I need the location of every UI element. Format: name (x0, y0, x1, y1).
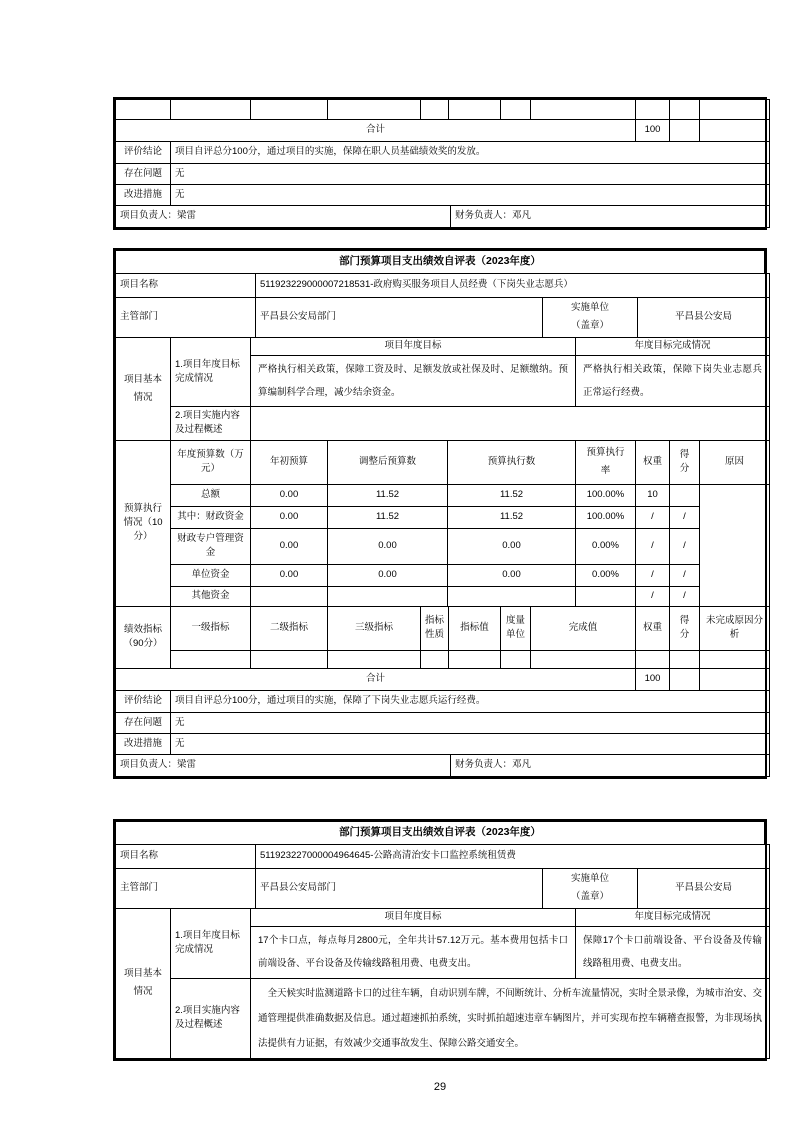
project-name-value: 511923227000004964645-公路高清治安卡口监控系统租赁费 (256, 844, 770, 868)
budget-cell: 11.52 (448, 506, 576, 528)
budget-cell: 11.52 (328, 506, 448, 528)
budget-cell: 100.00% (576, 506, 636, 528)
indicator-section-label: 绩效指标（90分） (116, 606, 171, 668)
annual-goal-header: 项目年度目标 (251, 908, 576, 926)
budget-cell (670, 484, 700, 506)
impl-unit-label: 实施单位（盖章） (543, 868, 638, 908)
indicator-header: 三级指标 (328, 606, 421, 650)
empty-cell (700, 100, 770, 120)
project-name-label: 项目名称 (116, 844, 256, 868)
empty-cell (636, 100, 670, 120)
table2-total-row (115, 668, 770, 691)
empty-cell (670, 650, 700, 668)
improvements-text: 无 (171, 733, 770, 754)
budget-cell: / (670, 528, 700, 564)
dept-label: 主管部门 (116, 297, 256, 337)
indicator-header: 度量单位 (501, 606, 531, 650)
goal-completion-text: 保障17个卡口前端设备、平台设备及传输线路租用费、电费支出。 (576, 926, 770, 978)
problems-label: 存在问题 (116, 164, 171, 185)
table3-self-eval (113, 819, 767, 1061)
project-manager: 项目负责人：梁雷 (116, 206, 451, 228)
total-weight-value: 100 (636, 668, 670, 690)
table1-conclusion-rows (115, 141, 770, 206)
dept-label: 主管部门 (116, 868, 256, 908)
budget-cell: / (636, 506, 670, 528)
annual-goal-header: 项目年度目标 (251, 337, 576, 355)
empty-cell (449, 100, 501, 120)
empty-cell (670, 100, 700, 120)
empty-cell (421, 650, 449, 668)
table-title: 部门预算项目支出绩效自评表（2023年度） (116, 821, 765, 844)
impl-unit-value: 平昌县公安局 (638, 297, 770, 337)
budget-cell: 0.00 (251, 484, 328, 506)
table3-head-rows (115, 844, 770, 909)
project-name-label: 项目名称 (116, 273, 256, 297)
budget-cell: 0.00 (448, 528, 576, 564)
problems-label: 存在问题 (116, 712, 171, 733)
table1-total-row (115, 119, 770, 142)
budget-cell: 0.00 (328, 528, 448, 564)
table2-managers-row (115, 754, 770, 777)
goal-item-label: 1.项目年度目标完成情况 (171, 337, 251, 406)
conclusion-label: 评价结论 (116, 142, 171, 164)
budget-header: 年初预算 (251, 440, 328, 484)
finance-manager: 财务负责人：邓凡 (451, 206, 770, 228)
budget-cell: / (636, 564, 670, 586)
budget-cell: 0.00 (251, 506, 328, 528)
budget-row-label: 总额 (171, 484, 251, 506)
goal-item-label: 1.项目年度目标完成情况 (171, 908, 251, 978)
table-title: 部门预算项目支出绩效自评表（2023年度） (116, 251, 765, 274)
empty-cell (700, 120, 770, 142)
indicator-header: 指标值 (449, 606, 501, 650)
annual-goal-text: 17个卡口点，每点每月2800元，全年共计57.12万元。基本费用包括卡口前端设备、平台设备及传输线路租用费、电费支出。 (251, 926, 576, 978)
empty-cell (328, 100, 421, 120)
impl-item-label: 2.项目实施内容及过程概述 (171, 406, 251, 440)
basic-info-label: 项目基本情况 (116, 337, 171, 440)
table2-head-rows (115, 273, 770, 338)
empty-cell (171, 650, 251, 668)
problems-text: 无 (171, 164, 770, 185)
budget-cell: 11.52 (328, 484, 448, 506)
indicator-header: 未完成原因分析 (700, 606, 770, 650)
goal-completion-text: 严格执行相关政策，保障下岗失业志愿兵正常运行经费。 (576, 355, 770, 406)
budget-header: 调整后预算数 (328, 440, 448, 484)
project-manager: 项目负责人：梁雷 (116, 754, 451, 776)
indicator-header: 得分 (670, 606, 700, 650)
budget-header: 得分 (670, 440, 700, 484)
budget-cell: / (670, 564, 700, 586)
annual-goal-text: 严格执行相关政策，保障工资及时、足额发放或社保及时、足额缴纳。预算编制科学合理，减少结余资金。 (251, 355, 576, 406)
indicator-header: 权重 (636, 606, 670, 650)
table2-basic-info (115, 337, 770, 441)
indicator-header: 一级指标 (171, 606, 251, 650)
total-label: 合计 (116, 120, 636, 142)
budget-header: 预算执行数 (448, 440, 576, 484)
budget-cell: / (636, 586, 670, 606)
table2-conclusion-rows (115, 690, 770, 755)
budget-header: 年度预算数（万元） (171, 440, 251, 484)
budget-cell: 0.00 (251, 564, 328, 586)
budget-cell (576, 586, 636, 606)
budget-section-label: 预算执行情况（10分） (116, 440, 171, 606)
empty-cell (531, 100, 636, 120)
table2-indicator-section (115, 606, 770, 669)
budget-cell: / (636, 528, 670, 564)
empty-cell (636, 650, 670, 668)
empty-cell (670, 120, 700, 142)
budget-cell (448, 586, 576, 606)
budget-cell: 11.52 (448, 484, 576, 506)
empty-cell (116, 100, 171, 120)
empty-cell (421, 100, 449, 120)
improvements-label: 改进措施 (116, 733, 171, 754)
budget-cell: / (670, 506, 700, 528)
budget-cell: 0.00 (448, 564, 576, 586)
budget-header: 预算执行率 (576, 440, 636, 484)
total-weight-value: 100 (636, 120, 670, 142)
budget-cell: / (670, 586, 700, 606)
goal-completion-header: 年度目标完成情况 (576, 908, 770, 926)
conclusion-text: 项目自评总分100分，通过项目的实施，保障在职人员基础绩效奖的发放。 (171, 142, 770, 164)
table2-budget-section (115, 440, 770, 607)
table1-fragment (113, 97, 767, 230)
budget-cell: 0.00 (328, 564, 448, 586)
empty-cell (251, 100, 328, 120)
empty-cell (700, 650, 770, 668)
budget-cell: 0.00 (251, 528, 328, 564)
empty-cell (251, 650, 328, 668)
total-label: 合计 (116, 668, 636, 690)
impl-unit-label: 实施单位（盖章） (543, 297, 638, 337)
budget-cell (251, 586, 328, 606)
budget-header: 原因 (700, 440, 770, 484)
empty-cell (501, 100, 531, 120)
budget-cell: 100.00% (576, 484, 636, 506)
table2-title-row (115, 250, 765, 274)
table3-basic-info (115, 908, 770, 1059)
implementation-text: 全天候实时监测道路卡口的过往车辆，自动识别车牌，不间断统计、分析车流量情况，实时全景录像，为城市治安、交通管理提供准确数据及信息。通过超速抓拍系统，实时抓拍超速违章车辆图片，并可实现布控车辆稽查报警，为非现场执法提供有力证据，有效减少交通事故发生、保障公路交通安全。 (251, 978, 770, 1058)
budget-row-label: 单位资金 (171, 564, 251, 586)
basic-info-label: 项目基本情况 (116, 908, 171, 1058)
empty-cell (328, 650, 421, 668)
conclusion-label: 评价结论 (116, 690, 171, 712)
budget-reason-cell (700, 484, 770, 606)
indicator-header: 完成值 (531, 606, 636, 650)
budget-header: 权重 (636, 440, 670, 484)
implementation-text (251, 406, 770, 440)
goal-completion-header: 年度目标完成情况 (576, 337, 770, 355)
table3-title-row (115, 821, 765, 845)
problems-text: 无 (171, 712, 770, 733)
empty-cell (171, 100, 251, 120)
indicator-header: 二级指标 (251, 606, 328, 650)
impl-unit-value: 平昌县公安局 (638, 868, 770, 908)
empty-cell (531, 650, 636, 668)
empty-cell (449, 650, 501, 668)
budget-cell: 10 (636, 484, 670, 506)
empty-cell (670, 668, 700, 690)
table1-indicator-empty-row (115, 99, 770, 120)
indicator-header: 指标性质 (421, 606, 449, 650)
empty-cell (700, 668, 770, 690)
conclusion-text: 项目自评总分100分，通过项目的实施，保障了下岗失业志愿兵运行经费。 (171, 690, 770, 712)
budget-row-label: 其中：财政资金 (171, 506, 251, 528)
finance-manager: 财务负责人：邓凡 (451, 754, 770, 776)
page-content (113, 97, 767, 1093)
improvements-label: 改进措施 (116, 185, 171, 206)
table1-managers-row (115, 205, 770, 228)
project-name-value: 511923229000007218531-政府购买服务项目人员经费（下岗失业志愿兵） (256, 273, 770, 297)
empty-cell (501, 650, 531, 668)
dept-value: 平昌县公安局部门 (256, 297, 543, 337)
page-number: 29 (433, 1080, 447, 1093)
impl-item-label: 2.项目实施内容及过程概述 (171, 978, 251, 1058)
table2-self-eval (113, 248, 767, 779)
budget-cell: 0.00% (576, 528, 636, 564)
budget-row-label: 其他资金 (171, 586, 251, 606)
improvements-text: 无 (171, 185, 770, 206)
budget-cell: 0.00% (576, 564, 636, 586)
budget-cell (328, 586, 448, 606)
dept-value: 平昌县公安局部门 (256, 868, 543, 908)
budget-row-label: 财政专户管理资金 (171, 528, 251, 564)
